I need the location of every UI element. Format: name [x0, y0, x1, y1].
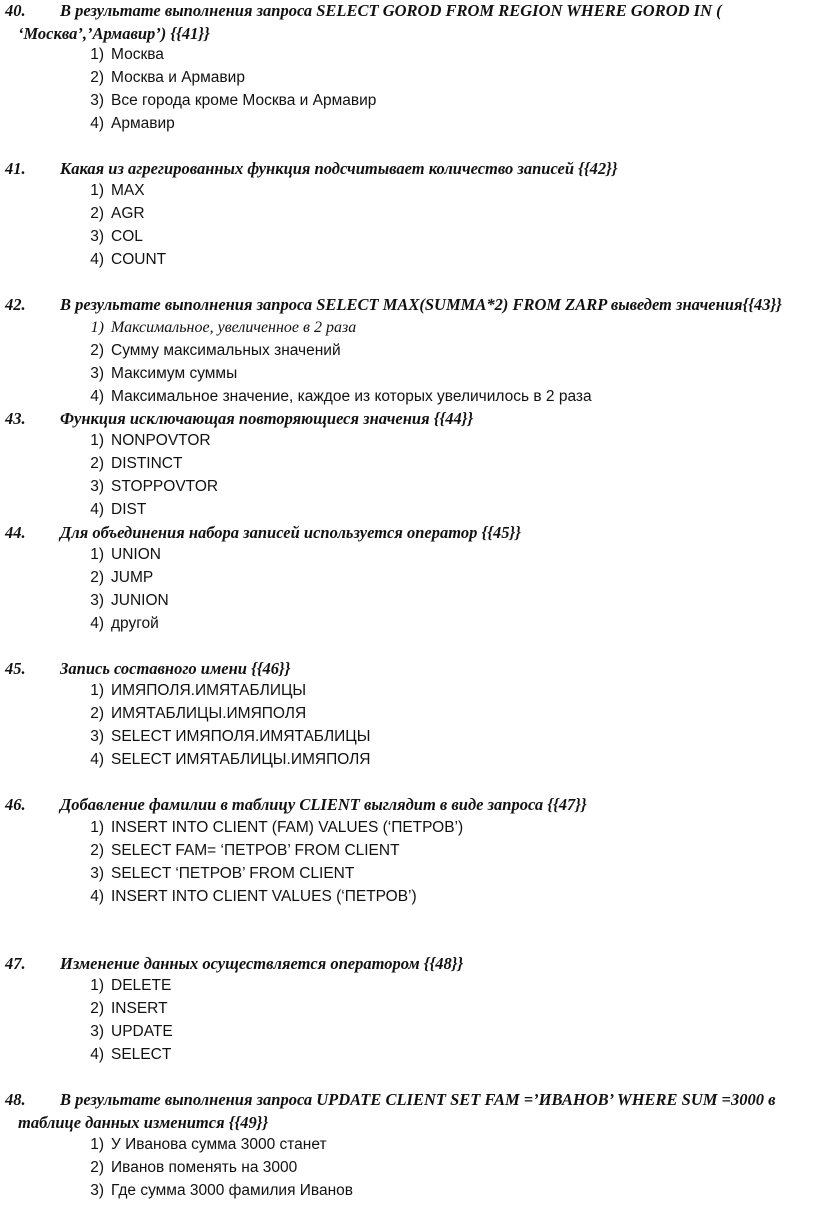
option-text: SELECT FAM= ‘ПЕТРОВ’ FROM CLIENT [111, 842, 400, 859]
option-number: 2) [90, 842, 104, 859]
answer-option [0, 612, 760, 635]
answer-option [0, 112, 760, 135]
option-text: Иванов поменять на 3000 [111, 1159, 298, 1176]
answer-option [0, 385, 760, 408]
answer-option [0, 589, 760, 612]
option-number: 3) [90, 1182, 104, 1199]
answer-option [0, 89, 760, 112]
answer-option [0, 452, 760, 475]
option-number: 2) [90, 705, 104, 722]
option-number: 3) [90, 728, 104, 745]
option-text: COL [111, 228, 143, 245]
option-number: 3) [90, 92, 104, 109]
option-text: Максимальное, увеличенное в 2 раза [111, 319, 357, 336]
answer-option [0, 248, 760, 271]
question-number: 45. [5, 659, 26, 678]
option-number: 3) [90, 478, 104, 495]
question-number: 46. [5, 795, 26, 814]
question-number: 43. [5, 409, 26, 428]
question-text: Функция исключающая повторяющиеся значения {{44}} [60, 409, 474, 428]
answer-option [0, 725, 760, 748]
answer-option [0, 225, 760, 248]
answer-option [0, 202, 760, 225]
option-number: 1) [90, 546, 104, 563]
option-text: Все города кроме Москва и Армавир [111, 92, 377, 109]
answer-option [0, 702, 760, 725]
answer-option [0, 974, 760, 997]
option-text: DELETE [111, 977, 172, 994]
answer-option [0, 997, 760, 1020]
option-number: 1) [90, 432, 104, 449]
option-text: INSERT [111, 1000, 168, 1017]
option-text: Сумму максимальных значений [111, 342, 341, 359]
option-number: 2) [90, 69, 104, 86]
option-number: 1) [90, 1136, 104, 1153]
option-text: INSERT INTO CLIENT (FAM) VALUES (‘ПЕТРОВ’) [111, 819, 464, 836]
option-number: 4) [90, 388, 104, 405]
option-text: Москва и Армавир [111, 69, 245, 86]
question-number: 42. [5, 295, 26, 314]
option-text: INSERT INTO CLIENT VALUES (‘ПЕТРОВ’) [111, 888, 417, 905]
question-number: 47. [5, 954, 26, 973]
option-number: 1) [90, 819, 104, 836]
option-text: JUNION [111, 592, 169, 609]
option-text: DISTINCT [111, 455, 183, 472]
option-text: Где сумма 3000 фамилия Иванов [111, 1182, 354, 1199]
option-text: SELECT ‘ПЕТРОВ’ FROM CLIENT [111, 865, 355, 882]
option-number: 4) [90, 501, 104, 518]
option-text: SELECT ИМЯТАБЛИЦЫ.ИМЯПОЛЯ [111, 751, 371, 768]
option-number: 2) [90, 1000, 104, 1017]
answer-option [0, 748, 760, 771]
option-number: 3) [90, 1023, 104, 1040]
option-number: 1) [90, 682, 104, 699]
answer-option [0, 566, 760, 589]
answer-option [0, 862, 760, 885]
option-text: AGR [111, 205, 145, 222]
answer-option [0, 362, 760, 385]
answer-option [0, 316, 760, 339]
option-text: ИМЯТАБЛИЦЫ.ИМЯПОЛЯ [111, 705, 307, 722]
answer-option [0, 839, 760, 862]
answer-option [0, 679, 760, 702]
option-text: NONPOVTOR [111, 432, 211, 449]
option-number: 3) [90, 365, 104, 382]
option-number: 2) [90, 455, 104, 472]
question-text: Для объединения набора записей используется оператор {{45}} [60, 523, 521, 542]
answer-option [0, 179, 760, 202]
answer-option [0, 498, 760, 521]
answer-option [0, 1156, 760, 1179]
option-text: UNION [111, 546, 161, 563]
option-text: У Иванова сумма 3000 станет [111, 1136, 327, 1153]
option-text: другой [111, 615, 159, 632]
question-number: 44. [5, 523, 26, 542]
answer-option [0, 1179, 760, 1202]
question-text: В результате выполнения запроса UPDATE CLIENT SET FAM =’ИВАНОВ’ WHERE SUM =3000 в [60, 1090, 776, 1109]
answer-option [0, 1133, 760, 1156]
option-text: Армавир [111, 115, 175, 132]
option-number: 2) [90, 342, 104, 359]
option-text: MAX [111, 182, 145, 199]
option-number: 4) [90, 251, 104, 268]
question-text: Запись составного имени {{46}} [60, 659, 291, 678]
answer-option [0, 475, 760, 498]
question-text: Добавление фамилии в таблицу CLIENT выглядит в виде запроса {{47}} [60, 795, 587, 814]
option-number: 2) [90, 205, 104, 222]
option-number: 3) [90, 592, 104, 609]
question-number: 40. [5, 1, 26, 20]
answer-option [0, 885, 760, 908]
option-number: 1) [90, 977, 104, 994]
answer-option [0, 816, 760, 839]
question-text: Какая из агрегированных функция подсчитывает количество записей {{42}} [60, 159, 618, 178]
question-number: 48. [5, 1090, 26, 1109]
option-number: 2) [90, 1159, 104, 1176]
option-text: ИМЯПОЛЯ.ИМЯТАБЛИЦЫ [111, 682, 307, 699]
option-number: 4) [90, 115, 104, 132]
option-text: SELECT [111, 1046, 172, 1063]
option-text: DIST [111, 501, 147, 518]
option-text: STOPPOVTOR [111, 478, 219, 495]
question-text-continued: таблице данных изменится {{49}} [18, 1112, 269, 1132]
option-number: 1) [90, 46, 104, 63]
question-number: 41. [5, 159, 26, 178]
option-number: 4) [90, 751, 104, 768]
option-number: 3) [90, 865, 104, 882]
option-text: Максимум суммы [111, 365, 238, 382]
answer-option [0, 66, 760, 89]
option-text: SELECT ИМЯПОЛЯ.ИМЯТАБЛИЦЫ [111, 728, 371, 745]
answer-option [0, 1020, 760, 1043]
question-text: В результате выполнения запроса SELECT MAX(SUMMA*2) FROM ZARP выведет значения{{43}} [60, 295, 782, 314]
option-number: 4) [90, 615, 104, 632]
question-text: В результате выполнения запроса SELECT GOROD FROM REGION WHERE GOROD IN ( [60, 1, 722, 20]
answer-option [0, 43, 760, 66]
option-text: COUNT [111, 251, 167, 268]
answer-option [0, 429, 760, 452]
answer-option [0, 1043, 760, 1066]
option-text: Максимальное значение, каждое из которых увеличилось в 2 раза [111, 388, 592, 405]
option-number: 4) [90, 1046, 104, 1063]
option-number: 2) [90, 569, 104, 586]
answer-option [0, 339, 760, 362]
question-text: Изменение данных осуществляется оператором {{48}} [60, 954, 464, 973]
option-number: 3) [90, 228, 104, 245]
option-number: 4) [90, 888, 104, 905]
option-text: UPDATE [111, 1023, 173, 1040]
option-text: Москва [111, 46, 164, 63]
option-number: 1) [90, 319, 104, 336]
option-text: JUMP [111, 569, 154, 586]
answer-option [0, 543, 760, 566]
option-number: 1) [90, 182, 104, 199]
question-text-continued: ‘Москва’,’Армавир’) {{41}} [18, 23, 210, 43]
